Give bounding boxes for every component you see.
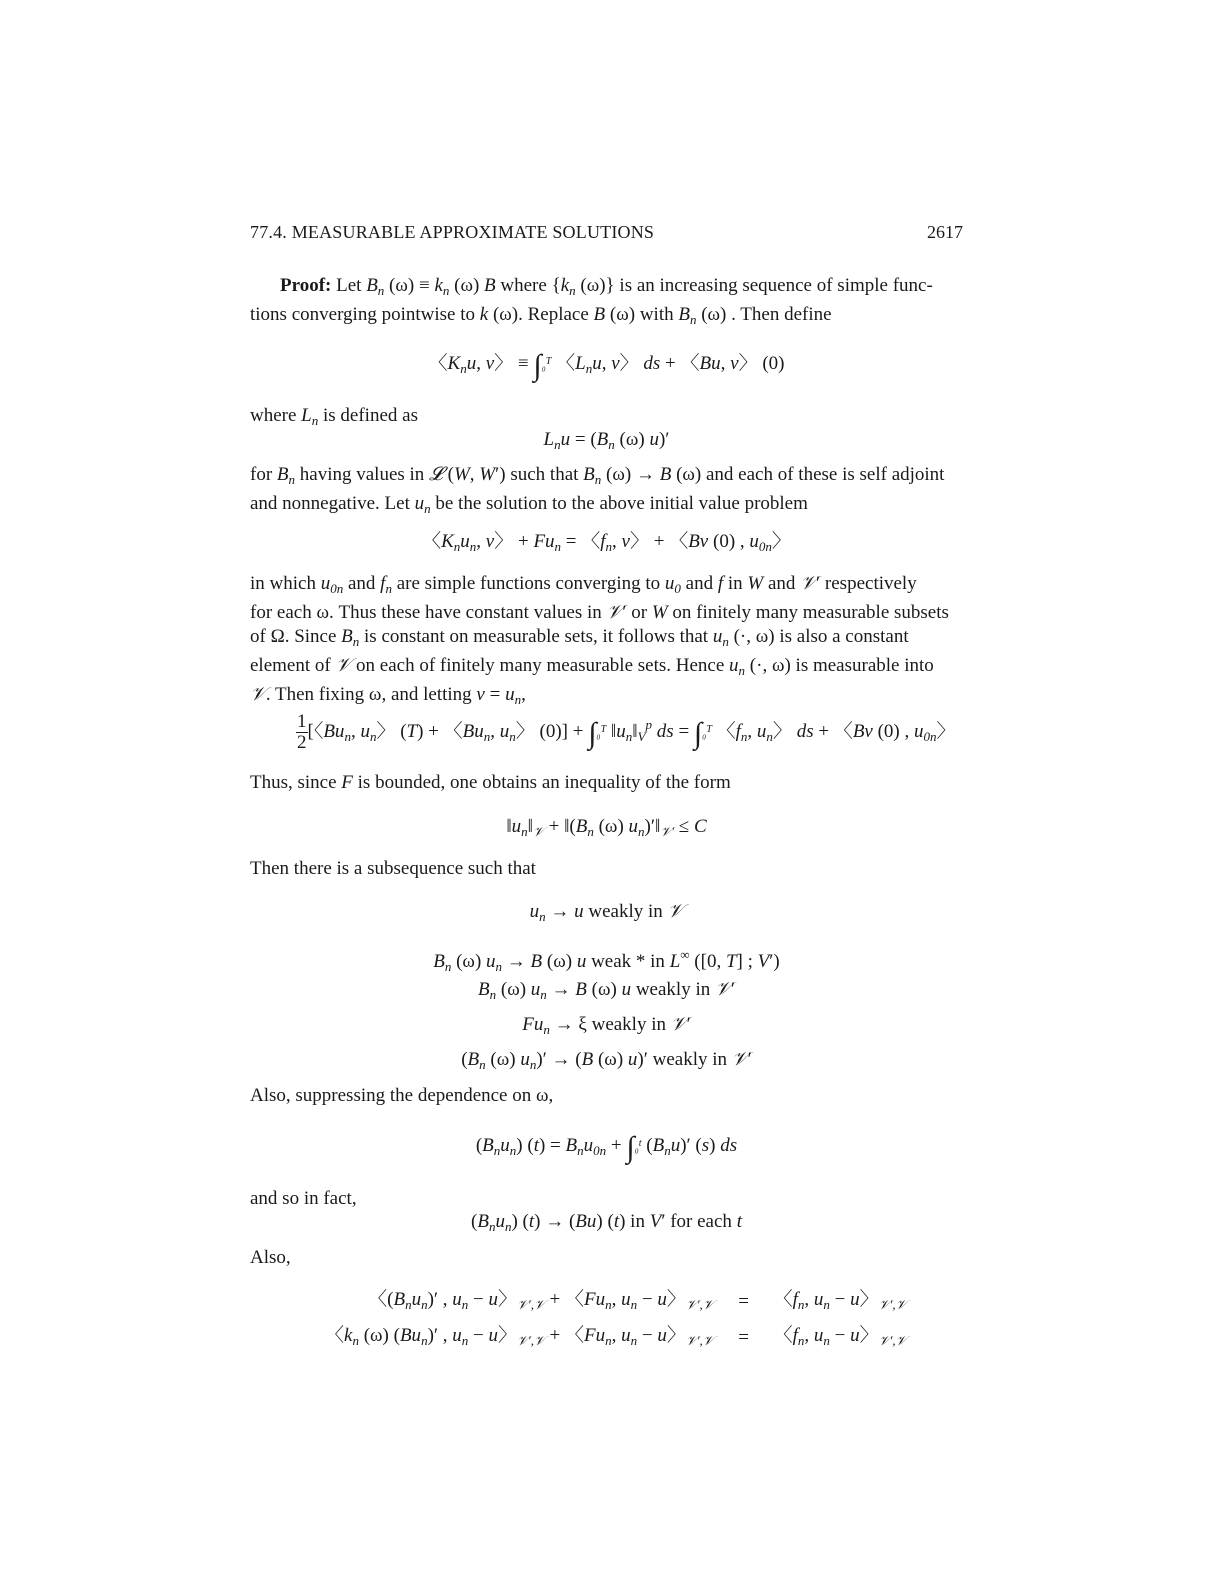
proof-paragraph: Proof: Let $B_n$ $(\omega) \equiv k_n$ (ω) B where {$k_n$ (ω)} is an increasing sequence of simple func- tions converging pointwise to k (ω). Replace B (ω) with $B_n$ (ω) . Then define	[250, 275, 933, 327]
convergence-2: $B_n$ (ω) $u_n \to B$ (ω) u weak * in L∞ ([0, T] ; V′)	[433, 947, 780, 974]
equation-inequality: $‖u_n‖_𝒱$ + $‖(B_n$ (ω) $u_n)'‖_{𝒱'} \le C$	[506, 816, 707, 839]
running-header	[250, 220, 963, 244]
section-title: 77.4. MEASURABLE APPROXIMATE SOLUTIONS	[250, 222, 655, 242]
aligned-row-2: 〈$k_n$ (ω) $(Bu_n)'$ , $u_n - u$〉$_{𝒱',𝒱}$ + 〈$Fu_n$, $u_n - u$〉$_{𝒱',𝒱}$ = 〈$f_n$, $u_n - u$〉$_{𝒱',𝒱}$	[325, 1324, 907, 1348]
equation-ivp: 〈$K_nu_n$, v〉 + $Fu_n$ = 〈$f_n$, v〉 + 〈Bv (0) , $u_{0n}$〉	[422, 531, 791, 554]
convergence-4: $Fu_n \to \xi$ weakly in 𝒱′	[522, 1014, 691, 1037]
bounded-paragraph: Thus, since F is bounded, one obtains an inequality of the form	[250, 772, 731, 793]
equation-integral-form: $(B_nu_n) (t) = B_nu_{0n} + \int_0^t$ $(B_nu)'$ (s) ds	[475, 1131, 738, 1164]
simple-functions-paragraph: in which $u_{0n}$ and $f_n$ are simple functions converging to $u_0$ and f in W and 𝒱′ respectively for each ω. Thus these have constant values in 𝒱′ or W on finitely many measurable subsets of Ω. Since $B_n$ is constant on measurable sets, it follows that $u_n$ (·, ω) is also a constant element of 𝒱 on each of finitely many measurable sets. Hence $u_n$ (·, ω) is measurable into 𝒱. Then fixing ω, and letting $v = u_n$,	[250, 573, 949, 707]
proof-label: Proof:	[280, 275, 332, 296]
bn-paragraph: for $B_n$ having values in 𝓛 (W, W′) such that $B_n$ (ω) → B (ω) and each of these is self adjoint and nonnegative. Let $u_n$ be the solution to the above initial value problem	[250, 464, 945, 516]
aligned-row-1: 〈$(B_nu_n)'$ , $u_n - u$〉$_{𝒱',𝒱}$ + 〈$Fu_n$, $u_n - u$〉$_{𝒱',𝒱}$ = 〈$f_n$, $u_n - u$〉$_{𝒱',𝒱}$	[368, 1288, 907, 1312]
page-number: 2617	[927, 222, 963, 242]
equation-kn-definition: 〈$K_nu$, v〉 ≡ ∫₀$^T$ 〈$L_nu$, v〉 ds + 〈Bu, v〉 (0)	[428, 349, 785, 382]
ln-paragraph: where $L_n$ is defined as	[250, 405, 418, 428]
subsequence-paragraph: Then there is a subsequence such that	[250, 858, 536, 879]
convergence-5: ($B_n$ (ω) $u_n)' \to (B$ (ω) u)′ weakly in 𝒱′	[461, 1049, 752, 1072]
also-paragraph: Also,	[250, 1247, 291, 1268]
equation-energy: $\frac{1}{2}$ [〈$Bu_n$, $u_n$〉 (T) + 〈$Bu_n$, $u_n$〉 (0)] + ∫₀$^T$ $‖u_n‖_V^p$ ds = ∫₀$^T$ 〈$f_n$, $u_n$〉 ds + 〈Bv (0) , $u_{0n}$〉	[297, 711, 956, 753]
suppress-paragraph: Also, suppressing the dependence on ω,	[250, 1085, 554, 1106]
convergence-3: $B_n$ (ω) $u_n \to B$ (ω) u weakly in 𝒱′	[478, 979, 735, 1002]
aligned-equations	[325, 1284, 906, 1356]
convergence-1: $u_n \to u$ weakly in 𝒱	[529, 901, 684, 924]
and-so-paragraph: and so in fact,	[250, 1188, 357, 1209]
equation-pointwise: $(B_nu_n) (t) \to (Bu)$ (t) in V′ for each t	[471, 1211, 742, 1234]
equation-ln: $L_nu = (B_n$ (ω) u)′	[543, 429, 670, 452]
